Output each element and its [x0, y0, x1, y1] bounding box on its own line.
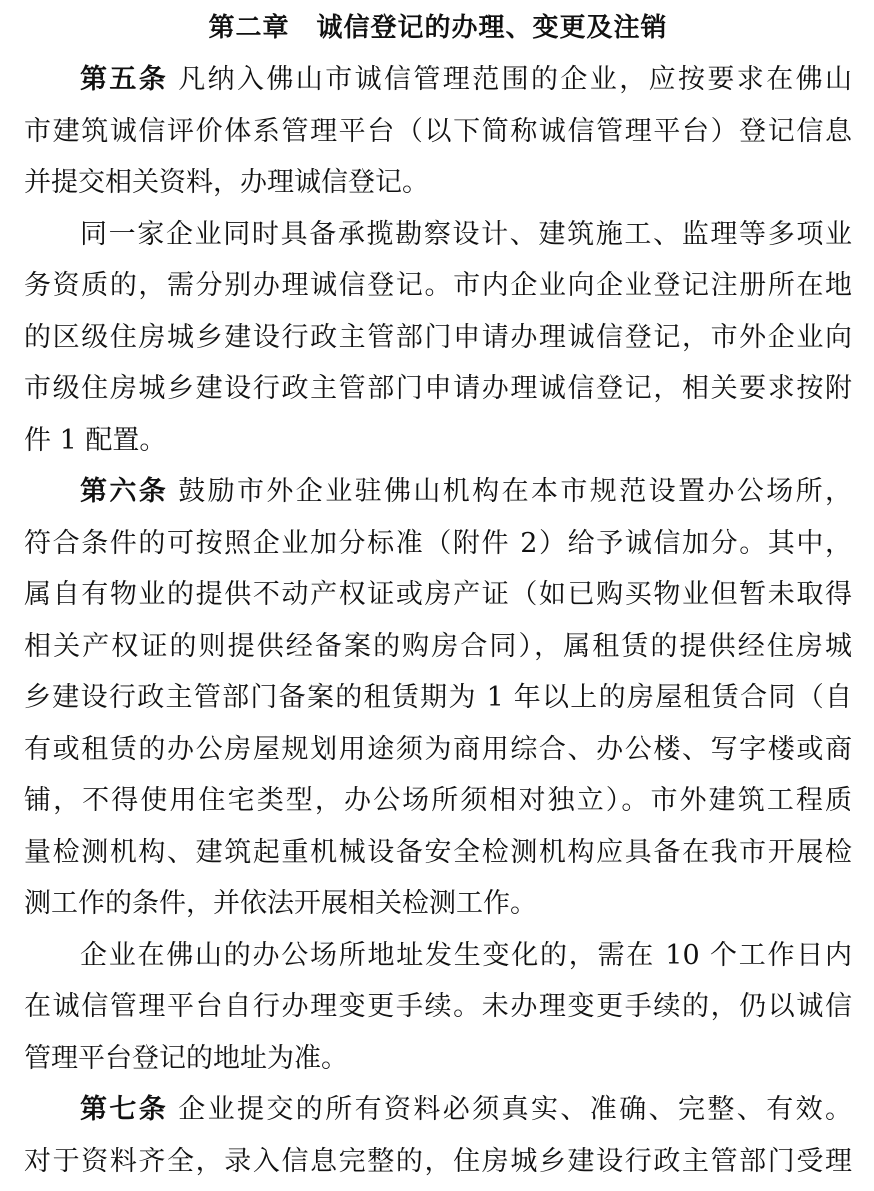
text-line: 相关产权证的则提供经备案的购房合同），属租赁的提供经住房城 [24, 625, 852, 677]
article-7-number: 第七条 [80, 1094, 168, 1125]
text-line: 管理平台登记的地址为准。 [24, 1037, 852, 1089]
text-line: 测工作的条件，并依法开展相关检测工作。 [24, 882, 852, 934]
article-6-number: 第六条 [80, 476, 168, 507]
text-line: 属自有物业的提供不动产权证或房产证（如已购买物业但暂未取得 [24, 573, 852, 625]
text-line: 件 1 配置。 [24, 419, 852, 471]
text-line: 乡建设行政主管部门备案的租赁期为 1 年以上的房屋租赁合同（自 [24, 676, 852, 728]
text-line: 同一家企业同时具备承揽勘察设计、建筑施工、监理等多项业 [24, 213, 852, 265]
text-line: 市级住房城乡建设行政主管部门申请办理诚信登记，相关要求按附 [24, 367, 852, 419]
text-line: 鼓励市外企业驻佛山机构在本市规范设置办公场所， [178, 476, 852, 507]
text-line: 市建筑诚信评价体系管理平台（以下简称诚信管理平台）登记信息 [24, 110, 852, 162]
text-line: 企业提交的所有资料必须真实、准确、完整、有效。 [178, 1094, 852, 1125]
document-body [24, 58, 852, 1191]
chapter-title: 第二章 诚信登记的办理、变更及注销 [24, 10, 852, 46]
article-7-line-1 [24, 1088, 852, 1140]
text-line: 的区级住房城乡建设行政主管部门申请办理诚信登记，市外企业向 [24, 316, 852, 368]
text-line: 铺，不得使用住宅类型，办公场所须相对独立）。市外建筑工程质 [24, 779, 852, 831]
text-line: 对于资料齐全，录入信息完整的，住房城乡建设行政主管部门受理 [24, 1140, 852, 1191]
text-line: 务资质的，需分别办理诚信登记。市内企业向企业登记注册所在地 [24, 264, 852, 316]
article-6-line-1 [24, 470, 852, 522]
text-line: 企业在佛山的办公场所地址发生变化的，需在 10 个工作日内 [24, 934, 852, 986]
text-line: 在诚信管理平台自行办理变更手续。未办理变更手续的，仍以诚信 [24, 985, 852, 1037]
text-line: 凡纳入佛山市诚信管理范围的企业，应按要求在佛山 [178, 64, 852, 95]
article-5-number: 第五条 [80, 64, 168, 95]
text-line: 并提交相关资料，办理诚信登记。 [24, 161, 852, 213]
text-line: 有或租赁的办公房屋规划用途须为商用综合、办公楼、写字楼或商 [24, 728, 852, 780]
article-5-line-1 [24, 58, 852, 110]
text-line: 符合条件的可按照企业加分标准（附件 2）给予诚信加分。其中， [24, 522, 852, 574]
text-line: 量检测机构、建筑起重机械设备安全检测机构应具备在我市开展检 [24, 831, 852, 883]
